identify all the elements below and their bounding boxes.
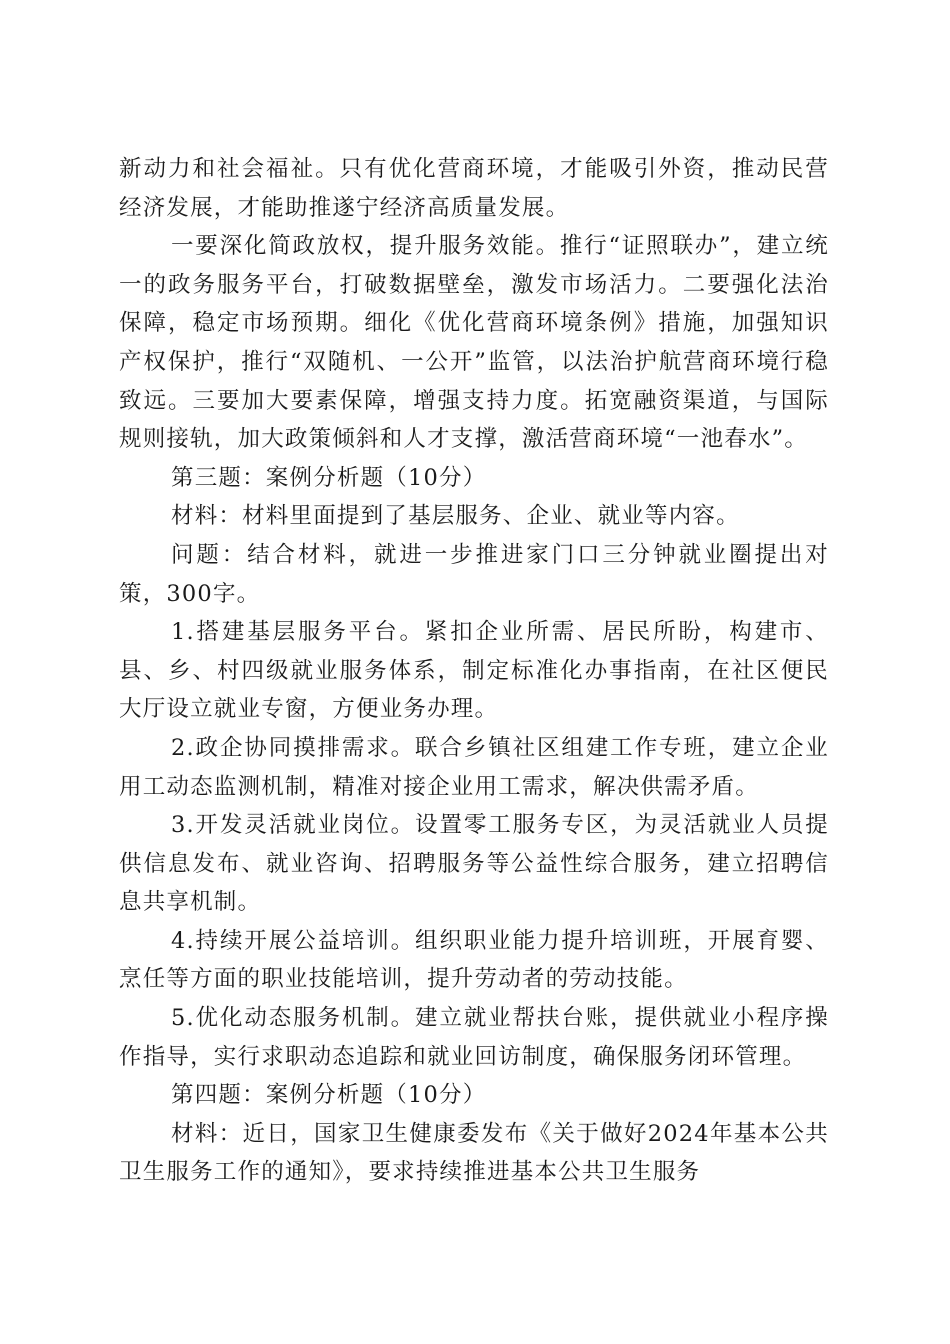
document-body: [119, 150, 829, 1192]
question-4-material: 材料：近日，国家卫生健康委发布《关于做好2024年基本公共卫生服务工作的通知》，要求持续推进基本公共卫生服务: [119, 1120, 829, 1186]
question-3-material: 材料：材料里面提到了基层服务、企业、就业等内容。: [171, 503, 740, 530]
question-4-heading: 第四题：案例分析题（10分）: [171, 1082, 487, 1109]
answer-point-4: 4.持续开展公益培训。组织职业能力提升培训班，开展育婴、烹任等方面的职业技能培训，提升劳动者的劳动技能。: [119, 927, 829, 993]
paragraph-continuation: 新动力和社会福祉。只有优化营商环境，才能吸引外资，推动民营经济发展，才能助推遂宁经济高质量发展。: [119, 156, 829, 221]
question-3-prompt: 问题：结合材料，就进一步推进家门口三分钟就业圈提出对策，300字。: [119, 541, 829, 607]
answer-point-2: 2.政企协同摸排需求。联合乡镇社区组建工作专班，建立企业用工动态监测机制，精准对接企业用工需求，解决供需矛盾。: [119, 734, 829, 800]
question-3-heading: 第三题：案例分析题（10分）: [171, 464, 487, 491]
answer-point-3: 3.开发灵活就业岗位。设置零工服务专区，为灵活就业人员提供信息发布、就业咨询、招聘服务等公益性综合服务，建立招聘信息共享机制。: [119, 812, 829, 916]
answer-point-1: 1.搭建基层服务平台。紧扣企业所需、居民所盼，构建市、县、乡、村四级就业服务体系，制定标准化办事指南，在社区便民大厅设立就业专窗，方便业务办理。: [119, 619, 829, 723]
answer-point-5: 5.优化动态服务机制。建立就业帮扶台账，提供就业小程序操作指导，实行求职动态追踪和就业回访制度，确保服务闭环管理。: [119, 1005, 829, 1070]
paragraph-business-environment-measures: 一要深化简政放权，提升服务效能。推行“证照联办”，建立统一的政务服务平台，打破数据壁垒，激发市场活力。二要强化法治保障，稳定市场预期。细化《优化营商环境条例》措施，加强知识产权保护，推行“双随机、一公开”监管，以法治护航营商环境行稳致远。三要加大要素保障，增强支持力度。拓宽融资渠道，与国际规则接轨，加大政策倾斜和人才支撑，激活营商环境“一池春水”。: [119, 233, 829, 453]
